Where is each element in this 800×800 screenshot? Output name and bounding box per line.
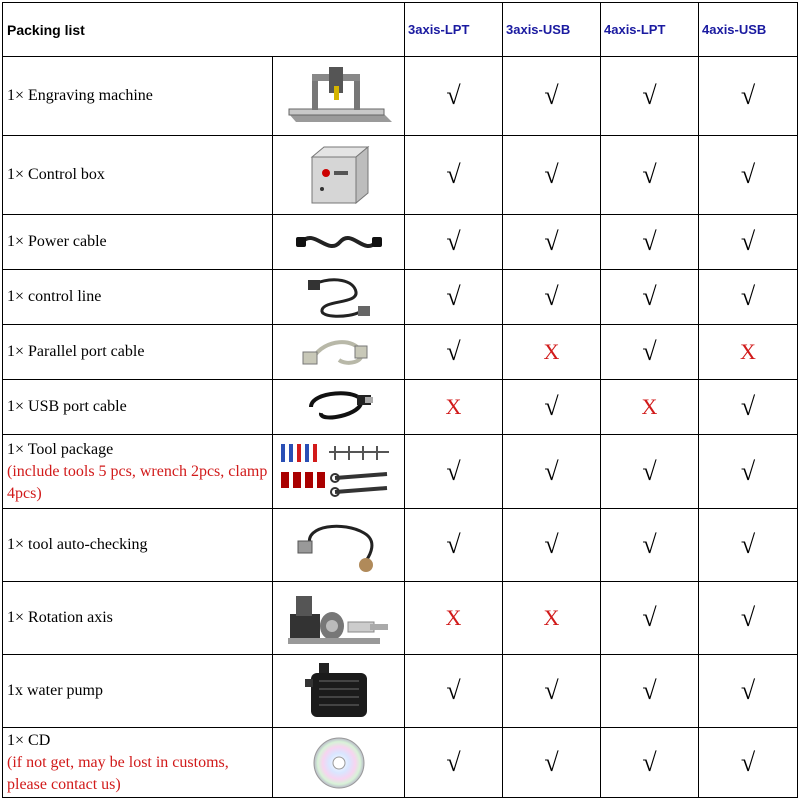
- mark-cell: √: [699, 655, 798, 728]
- mark-cell: √: [405, 435, 503, 509]
- column-4axis-lpt: 4axis-LPT: [601, 3, 699, 57]
- mark-cell: √: [503, 136, 601, 215]
- mark-cell: √: [601, 509, 699, 582]
- usb-cable-icon: [299, 385, 379, 429]
- mark-cell: √: [699, 582, 798, 655]
- mark-cell: X: [503, 325, 601, 380]
- mark-cell: √: [405, 57, 503, 136]
- parallel-cable-icon: [299, 332, 379, 372]
- mark-cell: √: [503, 57, 601, 136]
- cd-icon: [311, 735, 367, 791]
- item-note: (include tools 5 pcs, wrench 2pcs, clamp 4pcs): [7, 462, 268, 502]
- item-note: (if not get, may be lost in customs, please contact us): [7, 753, 229, 793]
- table-row: [3, 728, 798, 798]
- table-row: [3, 435, 798, 509]
- mark-cell: √: [699, 136, 798, 215]
- item-name: 1× Control box: [3, 136, 273, 215]
- mark-cell: √: [601, 582, 699, 655]
- mark-cell: √: [699, 57, 798, 136]
- mark-cell: √: [601, 215, 699, 270]
- column-3axis-lpt: 3axis-LPT: [405, 3, 503, 57]
- mark-cell: √: [405, 509, 503, 582]
- mark-cell: √: [699, 509, 798, 582]
- mark-cell: √: [601, 270, 699, 325]
- tool-sensor-icon: [294, 515, 384, 575]
- table-row: [3, 655, 798, 728]
- mark-cell: √: [601, 136, 699, 215]
- item-name: 1× Tool package: [7, 440, 114, 458]
- mark-cell: √: [601, 57, 699, 136]
- tool-package-icon: [277, 440, 401, 504]
- water-pump-icon: [299, 659, 379, 723]
- table-row: [3, 215, 798, 270]
- mark-cell: √: [405, 270, 503, 325]
- mark-cell: √: [601, 655, 699, 728]
- item-name: 1× Power cable: [3, 215, 273, 270]
- table-row: [3, 509, 798, 582]
- item-name: 1x water pump: [3, 655, 273, 728]
- item-name: 1× Rotation axis: [3, 582, 273, 655]
- mark-cell: √: [503, 380, 601, 435]
- table-row: [3, 270, 798, 325]
- mark-cell: √: [699, 435, 798, 509]
- mark-cell: √: [405, 728, 503, 798]
- engraving-machine-icon: [284, 64, 394, 128]
- mark-cell: √: [503, 215, 601, 270]
- mark-cell: √: [601, 728, 699, 798]
- control-line-icon: [304, 274, 374, 320]
- table-row: [3, 582, 798, 655]
- mark-cell: √: [601, 435, 699, 509]
- mark-cell: √: [503, 435, 601, 509]
- mark-cell: X: [601, 380, 699, 435]
- packing-list-title: Packing list: [3, 3, 405, 57]
- mark-cell: X: [503, 582, 601, 655]
- packing-list-table: [2, 2, 798, 798]
- mark-cell: √: [699, 270, 798, 325]
- mark-cell: √: [699, 380, 798, 435]
- control-box-icon: [304, 143, 374, 207]
- mark-cell: √: [503, 655, 601, 728]
- header-row: [3, 3, 798, 57]
- table-row: [3, 136, 798, 215]
- mark-cell: √: [503, 270, 601, 325]
- mark-cell: X: [405, 380, 503, 435]
- mark-cell: X: [699, 325, 798, 380]
- mark-cell: √: [503, 509, 601, 582]
- mark-cell: √: [405, 325, 503, 380]
- item-name: 1× Parallel port cable: [3, 325, 273, 380]
- mark-cell: √: [405, 136, 503, 215]
- mark-cell: √: [699, 728, 798, 798]
- power-cable-icon: [294, 224, 384, 260]
- item-name: 1× Engraving machine: [3, 57, 273, 136]
- table-row: [3, 57, 798, 136]
- column-3axis-usb: 3axis-USB: [503, 3, 601, 57]
- item-name: 1× control line: [3, 270, 273, 325]
- mark-cell: √: [405, 655, 503, 728]
- mark-cell: √: [601, 325, 699, 380]
- table-row: [3, 380, 798, 435]
- mark-cell: √: [405, 215, 503, 270]
- mark-cell: √: [699, 215, 798, 270]
- column-4axis-usb: 4axis-USB: [699, 3, 798, 57]
- table-row: [3, 325, 798, 380]
- rotation-axis-icon: [284, 588, 394, 648]
- item-name: 1× USB port cable: [3, 380, 273, 435]
- mark-cell: X: [405, 582, 503, 655]
- item-name: 1× tool auto-checking: [3, 509, 273, 582]
- mark-cell: √: [503, 728, 601, 798]
- item-name: 1× CD: [7, 731, 51, 749]
